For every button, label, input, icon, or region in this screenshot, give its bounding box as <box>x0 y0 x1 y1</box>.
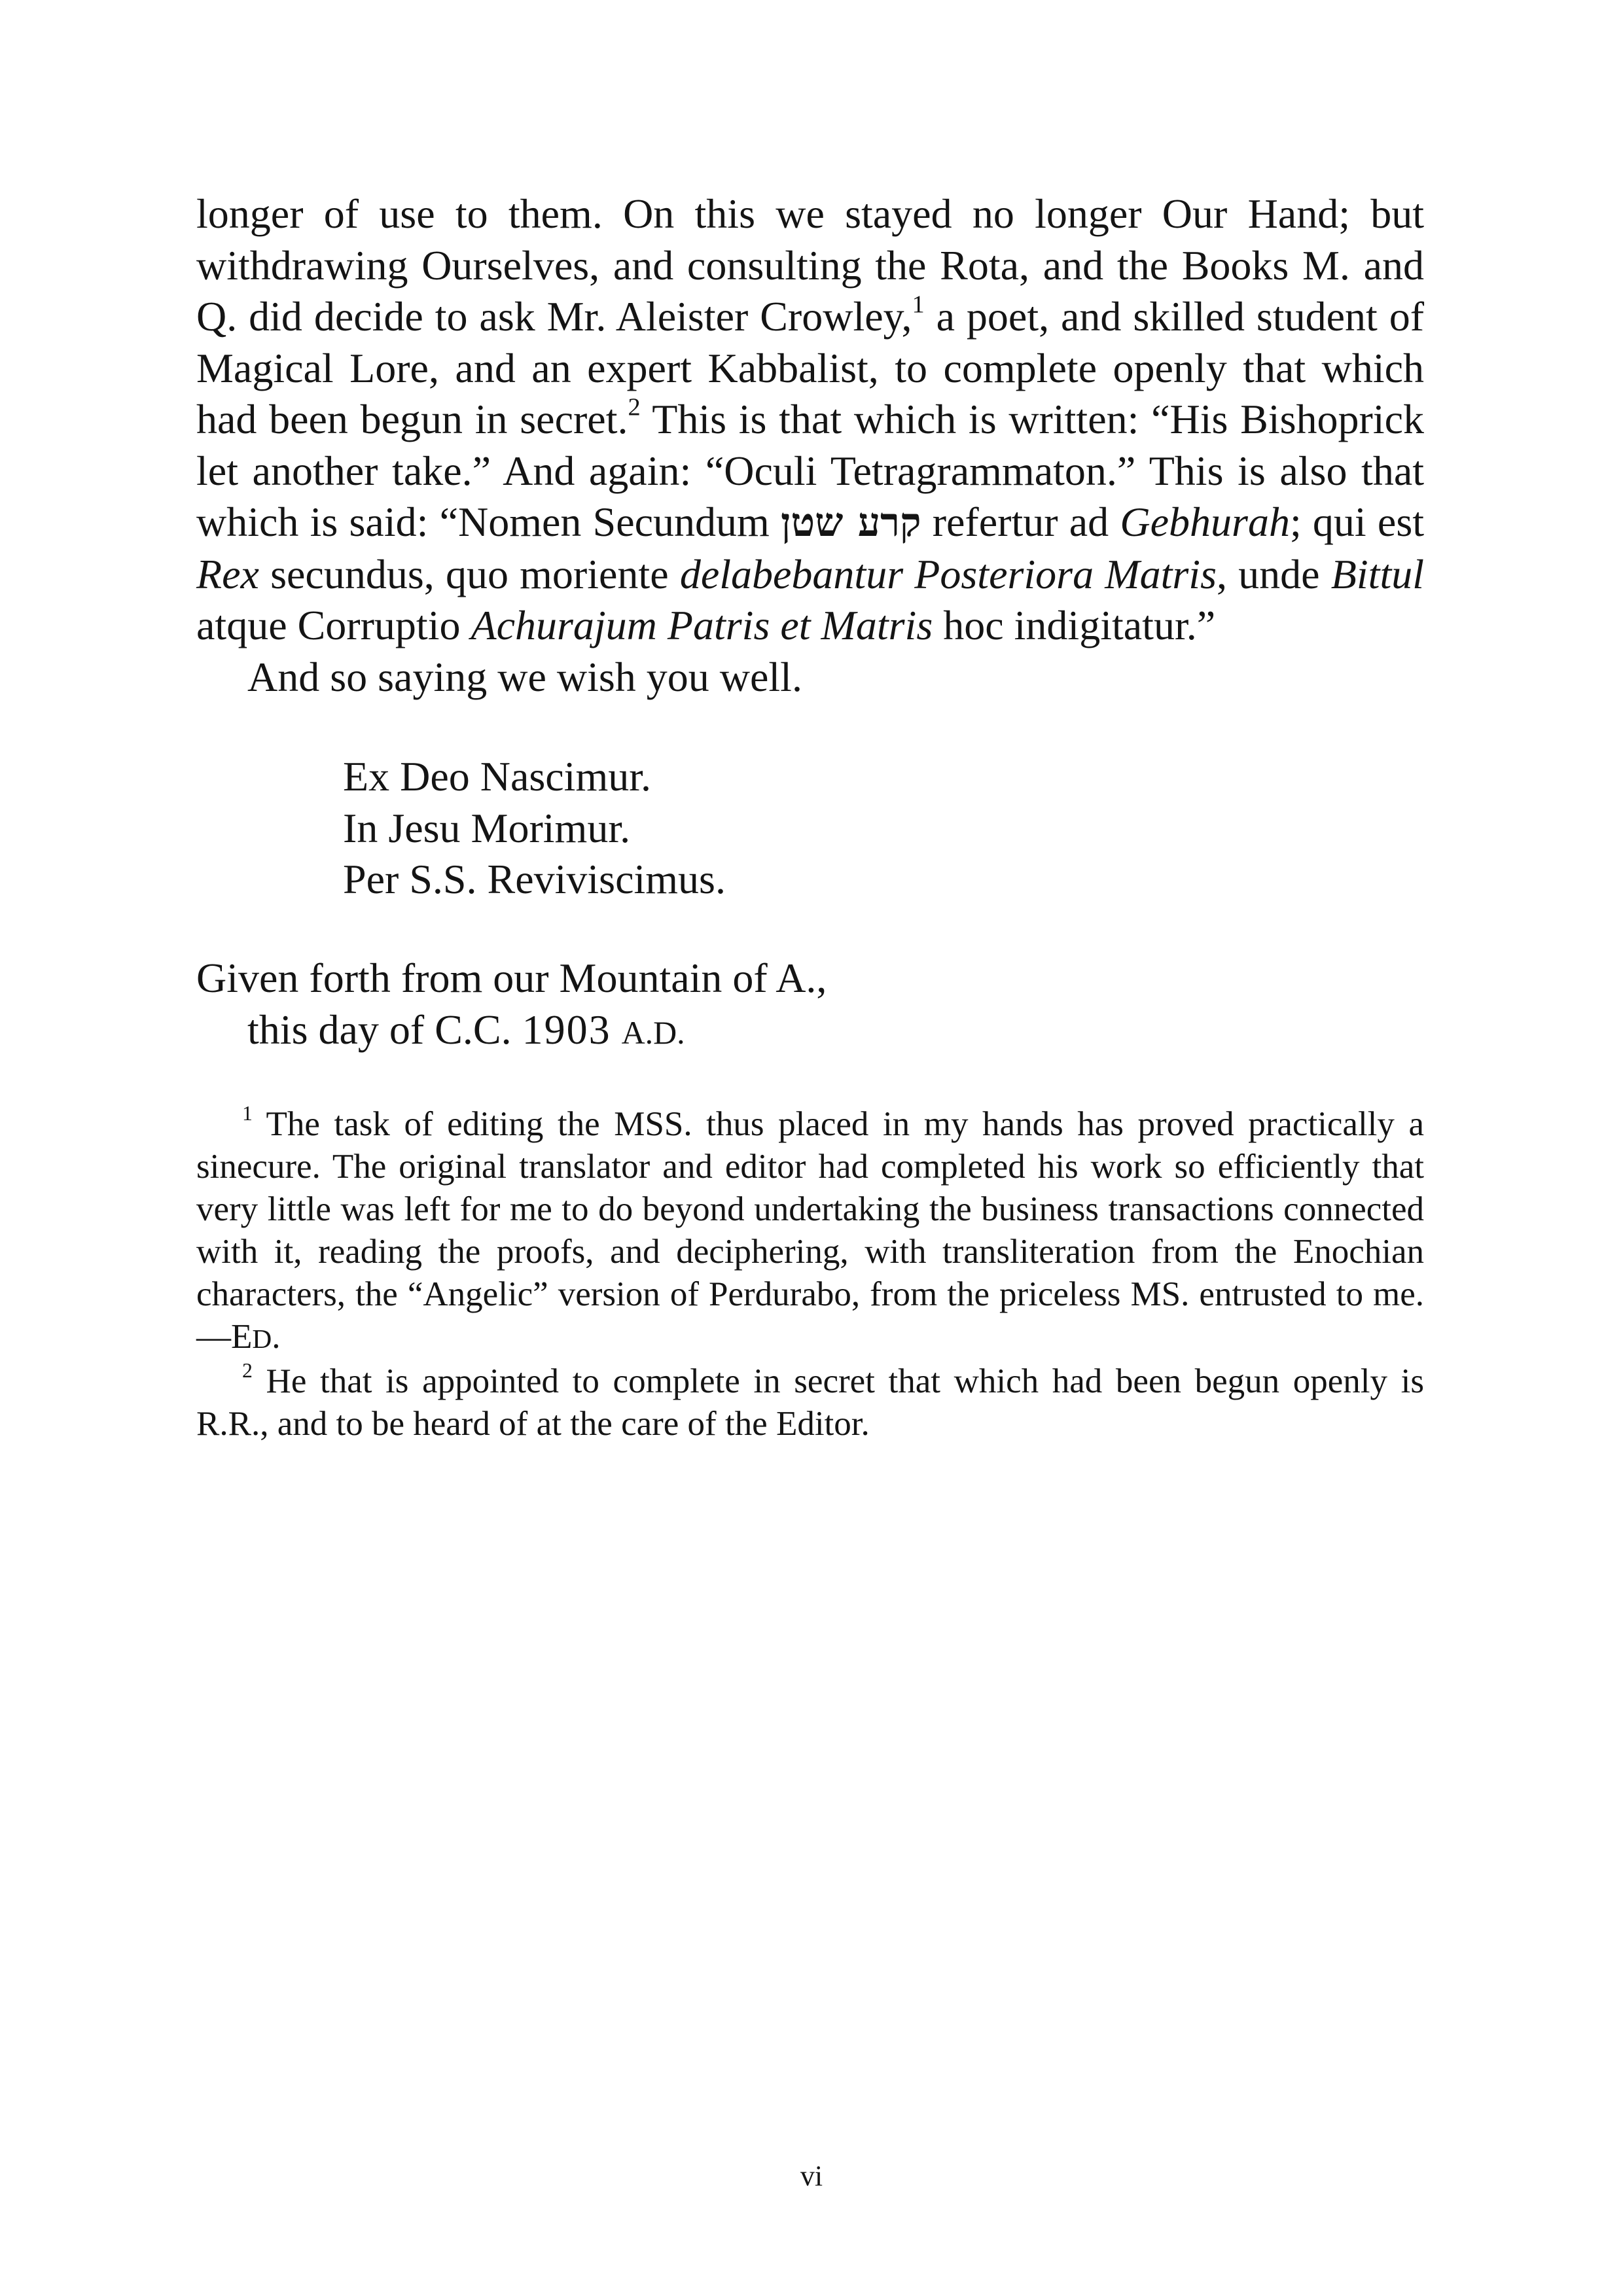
paragraph-2: And so saying we wish you well. <box>247 653 802 700</box>
motto-block <box>343 751 726 906</box>
hebrew-phrase: קרע שטן <box>781 499 921 546</box>
year: 1903 <box>522 1006 611 1053</box>
era: A.D. <box>621 1014 685 1051</box>
delabebantur-phrase: delabebantur Posteriora Matris <box>679 550 1217 597</box>
footnote-ref-2[interactable]: 2 <box>628 393 641 421</box>
footnote-2: $^2$ He that is appointed to complete in secret that which had been begun openly is R.R., and to be heard of at the care of the Editor. <box>196 1359 1424 1443</box>
motto-line: Per S.S. Reviviscimus. <box>343 856 726 902</box>
achurajum-phrase: Achurajum Patris et Matris <box>471 602 933 648</box>
given-line-2: this day of C.C. 1903 A.D. <box>247 1006 685 1053</box>
given-forth-block <box>196 953 827 1059</box>
motto-line: In Jesu Morimur. <box>343 804 631 851</box>
footnote-marker: 1 <box>242 1102 253 1125</box>
footnotes <box>196 1103 1424 1445</box>
bittul-term: Bittul <box>1330 550 1424 597</box>
rex-term: Rex <box>196 550 259 597</box>
footnote-ref-1[interactable]: 1 <box>912 291 925 319</box>
main-text <box>196 188 1424 703</box>
footnote-marker: 2 <box>242 1359 253 1383</box>
footnote-1: $^1$ The task of editing the MSS. thus placed in my hands has proved practically a sinecure. The original translator and editor had completed his work so efficiently that very little was left for me to do beyond undertaking the business transactions connected with it, reading the proofs, and deciphering, with transliteration from the Enochian characters, the “Angelic” version of Perdurabo, from the priceless MS. entrusted to me.—ED. <box>196 1102 1424 1356</box>
paragraph-1: longer of use to them. On this we stayed no longer Our Hand; but withdrawing Ourselves, and consulting the Rota, and the Books M. and Q. did decide to ask Mr. Aleister Crowley,$^1$ a poet, and skilled student of Magical Lore, and an expert Kabbalist, to complete openly that which had been begun in secret.$^2$ This is that which is written: “His Bishoprick let another take.” And again: “Oculi Tetragrammaton.” This is also that which is said: “Nomen Secundum קרע שטן refertur ad Gebhurah; qui est Rex secundus, quo moriente delabebantur Posteriora Matris, unde Bittul atque Corruptio Achurajum Patris et Matris hoc indigitatur.” <box>196 190 1425 648</box>
gebhurah-term: Gebhurah <box>1120 499 1290 545</box>
motto-line: Ex Deo Nascimur. <box>343 753 651 800</box>
given-line-1: Given forth from our Mountain of A., <box>196 955 827 1001</box>
page-number: vi <box>800 2160 823 2192</box>
